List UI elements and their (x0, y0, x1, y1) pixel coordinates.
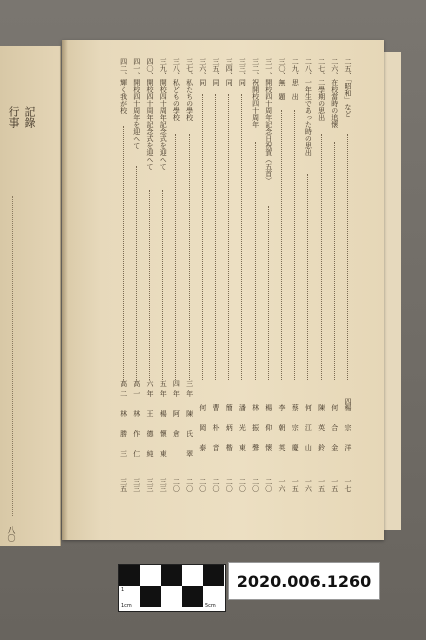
scale-square (161, 565, 182, 586)
toc-entry (120, 58, 129, 498)
toc-leader-dots (321, 134, 323, 380)
toc-leader-dots (334, 142, 336, 380)
toc-entry-author: 李 朝 英 (278, 404, 286, 454)
toc-leader-dots (215, 94, 217, 380)
toc-entry (304, 58, 313, 498)
toc-entry-title: 三〇、無 題 (278, 58, 286, 100)
toc-entry-page: 二〇 (185, 478, 194, 492)
toc-entry-title: 四〇、開校四十周年記念式を迎へて (146, 58, 154, 170)
toc-leader-dots (189, 134, 191, 380)
toc-entry-author: 潘 光 東 (238, 404, 247, 454)
toc-leader-dots (255, 142, 257, 380)
toc-entry-page: 二〇 (225, 478, 234, 492)
left-page-leader-dots (12, 196, 15, 516)
toc-entry (344, 58, 353, 498)
toc-leader-dots (123, 126, 125, 380)
toc-entry-page: 二〇 (264, 478, 273, 492)
toc-entry-page: 一五 (291, 478, 300, 492)
toc-entry-author: 高二 林 勝 三 (119, 380, 128, 460)
toc-entry-title: 三八、私どもの學校 (172, 58, 181, 121)
toc-leader-dots (307, 174, 309, 380)
toc-entry (318, 58, 327, 498)
toc-entry-title: 二五、「昭和」など (344, 58, 352, 118)
toc-entry-title: 三九、開校四十周年記念式を迎へて (159, 58, 168, 170)
toc-entry-page: 三三 (132, 478, 141, 492)
toc-leader-dots (294, 110, 296, 380)
toc-leader-dots (281, 110, 283, 380)
toc-leader-dots (175, 134, 177, 380)
toc-leader-dots (241, 94, 243, 380)
toc-entry-page: 二〇 (251, 478, 260, 492)
toc-entry-page: 三三 (146, 478, 154, 492)
toc-entry-page: 一七 (344, 478, 352, 492)
toc-entry-title: 四一、開校四十周年を迎へて (132, 58, 141, 149)
toc-entry-page: 二〇 (212, 478, 220, 492)
toc-entry (159, 58, 168, 498)
toc-entry (225, 58, 234, 498)
toc-entry-title: 二八、一年生であった時の思出 (304, 58, 313, 156)
scale-square (182, 586, 203, 607)
toc-entry (186, 58, 195, 498)
scale-tag: 1 (121, 587, 125, 593)
toc-entry-author: 何 江 山 (304, 404, 313, 454)
toc-leader-dots (149, 190, 151, 380)
left-page (0, 46, 61, 546)
toc-leader-dots (162, 190, 164, 380)
toc-entry-page: 一六 (278, 478, 286, 492)
toc-entry-author: 三年 陳 氏 翠 (185, 380, 194, 460)
toc-entry-page: 一五 (330, 478, 339, 492)
page-header-number: 四 (344, 398, 352, 405)
toc-entry-author: 高一 林 作 仁 (132, 380, 141, 460)
toc-leader-dots (136, 166, 138, 380)
toc-entry-author: 陳 英 鈴 (317, 404, 326, 454)
toc-entry (199, 58, 208, 498)
toc-entry (172, 58, 181, 498)
toc-entry (265, 58, 274, 498)
toc-entry-title: 三二、祝開校四十周年 (251, 58, 260, 128)
left-page-title-b: 記錄 (23, 106, 36, 128)
toc-entry-title: 三一、開校四十周年記念日祝賀（五首） (264, 58, 273, 184)
toc-entry-page: 一五 (317, 478, 326, 492)
toc-entry-author: 楊 宗 洋 (344, 404, 352, 454)
color-scale-bar (118, 564, 226, 612)
toc-leader-dots (202, 94, 204, 380)
toc-entry-author: 簡 炳 楷 (225, 404, 234, 454)
left-page-number: 八〇 (7, 526, 16, 542)
scale-square (140, 586, 161, 607)
toc-entry-page: 二〇 (238, 478, 247, 492)
toc-entry-author: 曹 朴 音 (212, 404, 220, 454)
toc-entry-title: 三四、同 (225, 58, 234, 86)
toc-entry (278, 58, 287, 498)
toc-entry (252, 58, 261, 498)
toc-entry-author: 何 岡 泰 (198, 404, 207, 454)
toc-entry-title: 二六、在校當時の追懷 (330, 58, 339, 128)
toc-entry (238, 58, 247, 498)
scale-square (119, 565, 140, 586)
toc-entry (133, 58, 142, 498)
toc-entry-page: 三五 (119, 478, 128, 492)
toc-entry (146, 58, 155, 498)
toc-leader-dots (268, 206, 270, 380)
toc-entry-title: 三六、同 (198, 58, 207, 86)
toc-entry-author: 六年 王 德 純 (146, 380, 154, 460)
scale-square (203, 565, 224, 586)
toc-entry-title: 三七、私たちの學校 (185, 58, 194, 121)
toc-entry-author: 林 振 聲 (251, 404, 260, 454)
toc-leader-dots (228, 94, 230, 380)
toc-entry-title: 二七、二學期の思出 (317, 58, 326, 121)
toc-entry (212, 58, 221, 498)
toc-entry-author: 蔡 宗 慶 (291, 404, 300, 454)
left-page-title-a: 行事 (7, 106, 20, 128)
toc-entry-page: 一六 (304, 478, 313, 492)
accession-number-label: 2020.006.1260 (228, 562, 380, 600)
toc-entry-title: 三五、同 (212, 58, 220, 86)
toc-entry-page: 二〇 (198, 478, 207, 492)
scale-label-left: 1cm (121, 603, 132, 609)
toc-entry-author: 四年 阿 倉 (172, 380, 181, 440)
toc-entry (291, 58, 300, 498)
toc-entry-title: 四二、輝く我が校 (119, 58, 128, 114)
toc-leader-dots (347, 134, 349, 380)
toc-entry-author: 五年 楊 懷 東 (159, 380, 168, 460)
page-binding-shadow (62, 40, 68, 540)
toc-entry-page: 三三 (159, 478, 168, 492)
toc-entry-page: 二〇 (172, 478, 181, 492)
toc-entry-title: 二九、思 出 (291, 58, 300, 100)
scale-label-right: 5cm (205, 603, 216, 609)
toc-entry-author: 何 合 金 (330, 404, 339, 454)
toc-entry (331, 58, 340, 498)
toc-entry-title: 三三、同 (238, 58, 247, 86)
toc-entry-author: 楊 仰 懷 (264, 404, 273, 454)
